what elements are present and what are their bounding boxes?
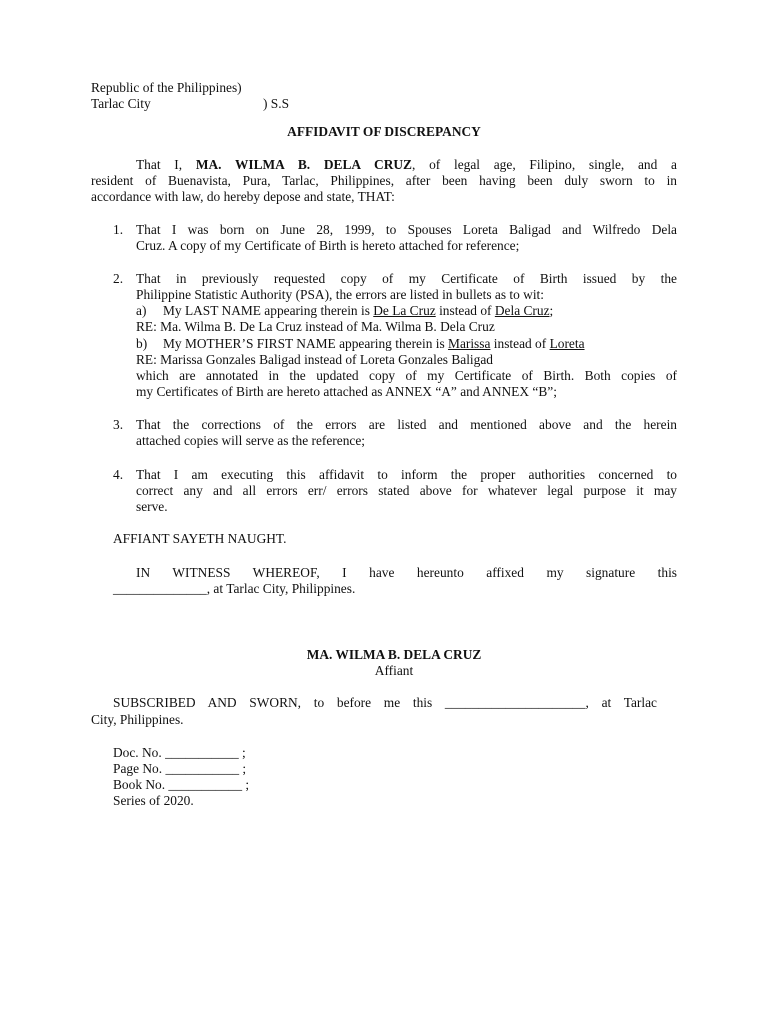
witness-line-2: ______________, at Tarlac City, Philippines. xyxy=(113,581,356,596)
item-2-line-2: Philippine Statistic Authority (PSA), the errors are listed in bullets as to wit: xyxy=(136,287,545,302)
item-1-line-2: Cruz. A copy of my Certificate of Birth is hereto attached for reference; xyxy=(136,238,520,253)
header-city: Tarlac City xyxy=(91,96,151,111)
sub-a-end: ; xyxy=(549,303,554,318)
intro-line-1 xyxy=(136,157,677,173)
affiant-sayeth-naught: AFFIANT SAYETH NAUGHT. xyxy=(113,531,287,546)
header-ss: ) S.S xyxy=(263,96,290,111)
item-4-line-2: correct any and all errors err/ errors stated above for whatever legal purpose it may xyxy=(136,483,677,498)
item-3-line-2: attached copies will serve as the reference; xyxy=(136,433,366,448)
sub-a-pre: My LAST NAME appearing therein is xyxy=(163,303,374,318)
item-1-line-1: That I was born on June 28, 1999, to Spouses Loreta Baligad and Wilfredo Dela xyxy=(136,222,677,237)
item-2-sub-a-text xyxy=(163,303,553,319)
item-2-sub-b-label: b) xyxy=(136,336,148,351)
item-number: 1. xyxy=(113,222,124,237)
intro-line-2: resident of Buenavista, Pura, Tarlac, Philippines, after been having been duly sworn to in xyxy=(91,173,677,188)
sub-b-mid: instead of xyxy=(490,336,550,351)
affiant-role: Affiant xyxy=(374,663,414,678)
sub-a-underlined-2: Dela Cruz xyxy=(494,303,550,318)
affiant-name-signature: MA. WILMA B. DELA CRUZ xyxy=(306,647,482,662)
notary-book-no: Book No. ___________ ; xyxy=(113,777,250,792)
item-3-line-1: That the corrections of the errors are listed and mentioned above and the herein xyxy=(136,417,677,432)
sub-a-mid: instead of xyxy=(435,303,495,318)
notary-doc-no: Doc. No. ___________ ; xyxy=(113,745,246,760)
item-2-sub-a-label: a) xyxy=(136,303,147,318)
sub-b-pre: My MOTHER’S FIRST NAME appearing therein is xyxy=(163,336,449,351)
item-2-annot-line-2: my Certificates of Birth are hereto attached as ANNEX “A” and ANNEX “B”; xyxy=(136,384,557,399)
item-2-sub-b-text xyxy=(163,336,585,352)
sub-b-underlined-2: Loreta xyxy=(549,336,585,351)
item-number: 4. xyxy=(113,467,124,482)
item-number: 2. xyxy=(113,271,124,286)
notary-page-no: Page No. ___________ ; xyxy=(113,761,247,776)
header-republic: Republic of the Philippines) xyxy=(91,80,242,95)
item-4-line-1: That I am executing this affidavit to inform the proper authorities concerned to xyxy=(136,467,677,482)
affiant-name-intro: MA. WILMA B. DELA CRUZ xyxy=(195,157,412,172)
document-title: AFFIDAVIT OF DISCREPANCY xyxy=(287,124,481,139)
item-2-line-1: That in previously requested copy of my Certificate of Birth issued by the xyxy=(136,271,677,286)
item-2-annot-line-1: which are annotated in the updated copy of my Certificate of Birth. Both copies of xyxy=(136,368,677,383)
sub-b-underlined-1: Marissa xyxy=(448,336,491,351)
intro-rest: , of legal age, Filipino, single, and a xyxy=(412,157,678,172)
item-2-sub-a-re: RE: Ma. Wilma B. De La Cruz instead of Ma. Wilma B. Dela Cruz xyxy=(136,319,495,334)
sub-a-underlined-1: De La Cruz xyxy=(373,303,436,318)
intro-line-3: accordance with law, do hereby depose and state, THAT: xyxy=(91,189,395,204)
intro-prefix: That I, xyxy=(136,157,196,172)
subscribed-line-2: City, Philippines. xyxy=(91,712,184,727)
notary-series: Series of 2020. xyxy=(113,793,194,808)
witness-line-1: IN WITNESS WHEREOF, I have hereunto affixed my signature this xyxy=(136,565,677,580)
item-number: 3. xyxy=(113,417,124,432)
item-4-line-3: serve. xyxy=(136,499,168,514)
item-2-sub-b-re: RE: Marissa Gonzales Baligad instead of Loreta Gonzales Baligad xyxy=(136,352,493,367)
subscribed-line-1: SUBSCRIBED AND SWORN, to before me this _____________________, at Tarlac xyxy=(113,695,657,710)
